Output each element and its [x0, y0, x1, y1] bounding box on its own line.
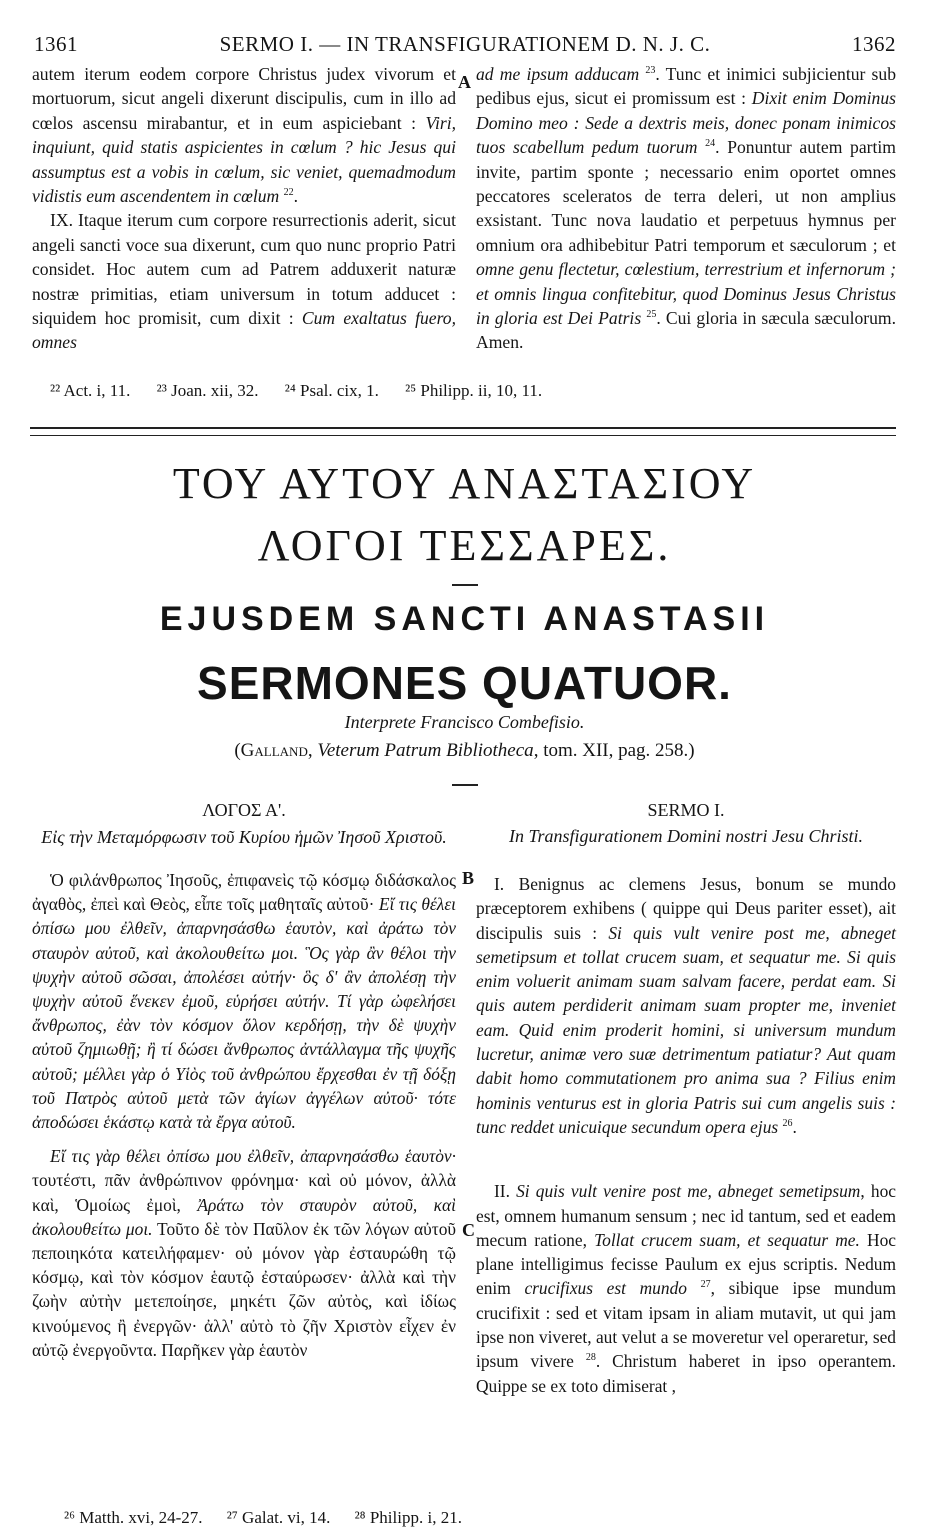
- running-title: SERMO I. — IN TRANSFIGURATIONEM D. N. J. C.: [219, 32, 711, 56]
- source-line: (Galland, Veterum Patrum Bibliotheca, tom. XII, pag. 258.): [234, 740, 695, 761]
- latin-sermon-subtitle: In Transfigurationem Domini nostri Jesu Christi.: [508, 826, 864, 846]
- footnote: ²³ Joan. xii, 32.: [156, 381, 259, 400]
- footnote: ²⁸ Philipp. i, 21.: [354, 1508, 462, 1527]
- greek-title-line-2: ΛΟΓΟΙ ΤΕΣΣΑΡΕΣ.: [257, 521, 672, 570]
- paragraph: Εἴ τις γὰρ θέλει ὀπίσω μου ἐλθεῖν, ἀπαρνησάσθω ἑαυτὸν· τουτέστι, πᾶν ἀνθρώπινον φρόνημα· καὶ οὐ μόνον, ἀλλὰ καὶ, Ὁμοίως ἐμοὶ, Ἀράτω τὸν σταυρὸν αὐτοῦ, καὶ ἀκολουθείτω μοι. Τοῦτο δὲ τὸν Παῦλον ἐκ τῶν λόγων αὐτοῦ πεποιηκότα κατειλήφαμεν· οὐ μόνον γὰρ ἐσταυρώθη τῷ κόσμῳ, καὶ τὸν κόσμον ἑαυτῷ ἐσταύρωσεν· ἀλλὰ καὶ τὴν ζωὴν αὐτὴν μετεποίησε, μηκέτι ζῶν αὐτὸς, καὶ ἰδίως κινούμενος ἢ ἐνεργῶν· ἀλλ' αὐτὸ τὸ ζῆν Χριστὸν εἶχεν ἐν αὐτῷ ἐνεργοῦντα. Παρῆκεν γὰρ ἑαυτὸν: [32, 1146, 456, 1360]
- paragraph: I. Benignus ac clemens Jesus, bonum se mundo præceptorem exhibens ( quippe qui Deus pariter esset), ait discipulis suis : Si quis vult venire post me, abneget semetipsum et tollat crucem suam, et sequatur me. Si quis enim voluerit animam suam salvam facere, perdat eam. Si quis autem perdiderit animam suam propter me, inveniet eam. Quid enim proderit homini, si universum mundum lucretur, animæ vero suæ detrimentum patiatur? Aut quam dabit homo commutationem pro anima sua ? Filius enim hominis venturus est in gloria Patris sui cum angelis suis : tunc reddet unicuique secundum opera ejus $^{26}$.: [476, 874, 896, 1137]
- footnote: ²⁶ Matth. xvi, 24-27.: [64, 1508, 203, 1527]
- margin-letter-b: B: [462, 868, 475, 888]
- margin-letter-a: A: [458, 72, 471, 92]
- latin-title-line-1: EJUSDEM SANCTI ANASTASII: [159, 600, 770, 638]
- latin-title-line-2: SERMONES QUATUOR.: [197, 657, 732, 709]
- latin-sermon-heading: SERMO I.: [647, 800, 725, 820]
- latin-text-column: [476, 872, 896, 1398]
- paragraph: II. Si quis vult venire post me, abneget semetipsum, hoc est, omnem humanum sensum ; nec id tantum, sed et eadem mecum ratione, Tollat crucem suam, et sequatur me. Hoc plane intelligimus fecisse Paulum ex ejus scriptis. Nedum enim crucifixus est mundo $^{27}$, sibique ipse mundum crucifixit : sed et vitam ipsam in aliam mutavit, ut qui jam ipse non viveret, aut velut a se moveretur vel operaretur, sed ipsum vivere $^{28}$. Christum haberet in ipso operantem. Quippe se ex toto dimiserat ,: [476, 1181, 896, 1396]
- greek-title-line-1: ΤΟΥ ΑΥΤΟΥ ΑΝΑΣΤΑΣΙΟΥ: [172, 459, 757, 508]
- short-divider: [452, 784, 478, 786]
- footnote: ²⁵ Philipp. ii, 10, 11.: [405, 381, 543, 400]
- footnote: ²⁷ Galat. vi, 14.: [226, 1508, 331, 1527]
- greek-text-column: [32, 868, 456, 1362]
- running-head: [34, 32, 896, 57]
- short-divider: [452, 584, 478, 586]
- top-right-column: [476, 62, 896, 355]
- footnote: ²⁴ Psal. cix, 1.: [284, 381, 379, 400]
- margin-letter-c: C: [462, 1220, 475, 1240]
- section-divider: [30, 427, 896, 436]
- top-left-column: [32, 62, 456, 355]
- greek-sermon-subtitle: Εἰς τὴν Μεταμόρφωσιν τοῦ Κυρίου ἡμῶν Ἰησοῦ Χριστοῦ.: [41, 827, 447, 847]
- interpreter-line: Interprete Francisco Combefisio.: [344, 712, 585, 732]
- right-page-number: 1362: [852, 32, 896, 56]
- top-footnotes: [50, 381, 564, 401]
- paragraph: IX. Itaque iterum cum corpore resurrectionis aderit, sicut angeli sancti voce sua dixerunt, cum quo nunc proprio Patri considet. Hoc autem cum ad Patrem adduxerit naturæ nostræ primitias, etiam universum in totum adducet : siquidem hoc promisit, cum dixit : Cum exaltatus fuero, omnes: [32, 210, 457, 353]
- bottom-footnotes: [64, 1508, 482, 1528]
- paragraph: ad me ipsum adducam $^{23}$. Tunc et inimici subjicientur sub pedibus ejus, sicut ei promissum est : Dixit enim Dominus Domino meo : Sede a dextris meis, donec ponam inimicos tuos scabellum pedum tuorum $^{24}$. Ponuntur autem partim invite, partim sponte ; necessario enim oportet omnes peccatores sceleratos de terra deleri, ut non amplius exsistant. Tunc nova laudatio et perpetuus hymnus per omnium ora adhibebitur Patri temporum et sæculorum ; et omne genu flectetur, cœlestium, terrestrium et infernorum ; et omnis lingua confitebitur, quod Dominus Jesus Christus in gloria est Dei Patris $^{25}$. Cui gloria in sæcula sæculorum. Amen.: [476, 64, 896, 353]
- paragraph: Ὁ φιλάνθρωπος Ἰησοῦς, ἐπιφανεὶς τῷ κόσμῳ διδάσκαλος ἀγαθὸς, ἐπεὶ καὶ Θεὸς, εἶπε τοῖς μαθηταῖς αὐτοῦ· Εἴ τις θέλει ὀπίσω μου ἐλθεῖν, ἀπαρνησάσθω ἑαυτὸν, καὶ ἀράτω τὸν σταυρὸν αὐτοῦ, καὶ ἀκολουθείτω μοι. Ὃς γὰρ ἂν θέλοι τὴν ψυχὴν αὐτοῦ σῶσαι, ἀπολέσει αὐτήν· ὃς δ' ἂν ἀπολέσῃ τὴν ψυχὴν αὐτοῦ ἕνεκεν ἐμοῦ, εὑρήσει αὐτήν. Τί γὰρ ὠφελήσει ἄνθρωπος, ἐὰν τὸν κόσμον ὅλον κερδήσῃ, τὴν δὲ ψυχὴν αὐτοῦ ζημιωθῇ; ἢ τί δώσει ἄνθρωπος ἀντάλλαγμα τῆς ψυχῆς αὐτοῦ; μέλλει γὰρ ὁ Υἱὸς τοῦ ἀνθρώπου ἔρχεσθαι ἐν τῇ δόξῃ τοῦ Πατρὸς αὐτοῦ μετὰ τῶν ἁγίων ἀγγέλων αὐτοῦ· τότε ἀποδώσει ἑκάστῳ κατὰ τὰ ἔργα αὐτοῦ.: [32, 870, 456, 1133]
- paragraph: autem iterum eodem corpore Christus judex vivorum et mortuorum, sicut angeli dixerunt discipulis, cum in illo ad cœlos ascensu mirabantur, et in eum aspiciebant : Viri, inquiunt, quid statis aspicientes in cœlum ? hic Jesus qui assumptus est a vobis in cœlum, sic veniet, quemadmodum vidistis eum ascendentem in cœlum $^{22}$.: [32, 64, 456, 207]
- left-page-number: 1361: [34, 32, 78, 56]
- greek-sermon-heading: ΛΟΓΟΣ Α'.: [202, 800, 286, 820]
- footnote: ²² Act. i, 11.: [50, 381, 131, 400]
